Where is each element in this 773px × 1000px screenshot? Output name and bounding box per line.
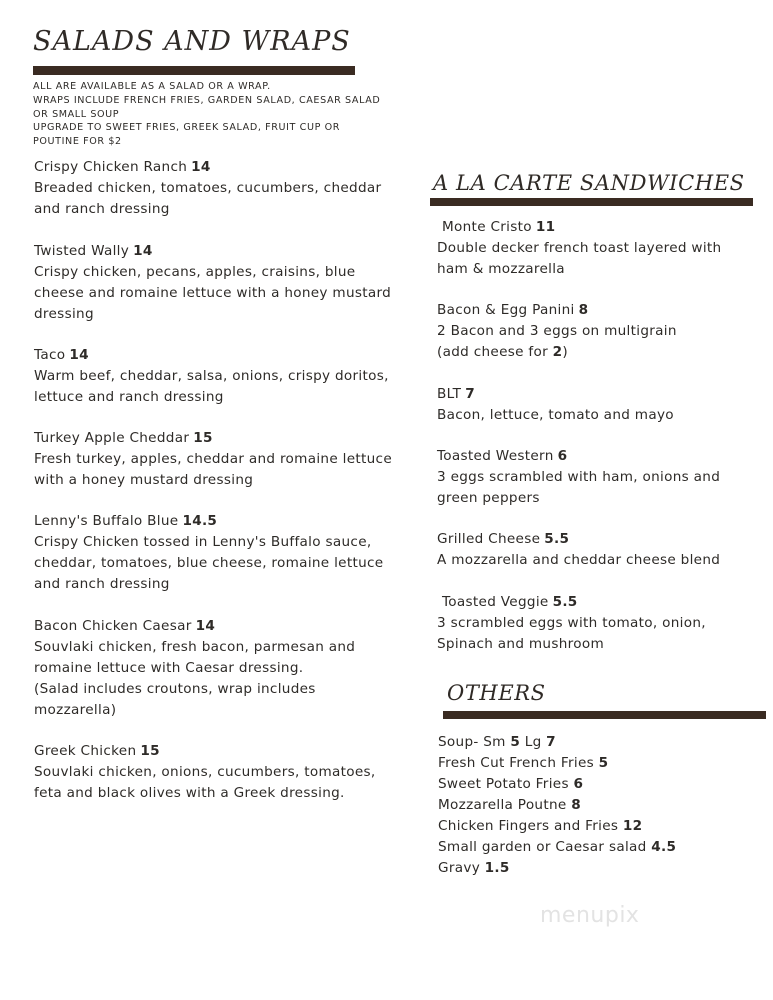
item-price: 5	[510, 734, 521, 750]
item-description: 3 scrambled eggs with tomato, onion, Spinach and mushroom	[437, 615, 706, 652]
other-item-soup	[438, 734, 556, 750]
salads-note-line: WRAPS INCLUDE FRENCH FRIES, GARDEN SALAD, CAESAR SALAD	[33, 94, 381, 106]
menu-item-monte-cristo	[437, 217, 721, 280]
item-price: 8	[578, 302, 589, 318]
menu-item-grilled-cheese	[437, 529, 720, 571]
item-description: Souvlaki chicken, onions, cucumbers, tomatoes, feta and black olives with a Greek dressing.	[34, 764, 376, 801]
item-name: Toasted Western	[437, 448, 554, 464]
item-description-text: )	[562, 344, 568, 360]
item-description	[437, 321, 677, 363]
item-price: 4.5	[651, 839, 677, 855]
others-heading-rule	[443, 711, 766, 719]
item-price: 14	[195, 618, 216, 634]
menu-item-toasted-western	[437, 446, 720, 509]
item-name: Sweet Potato Fries	[438, 776, 569, 792]
menu-item-toasted-veggie	[437, 592, 706, 655]
item-description: Breaded chicken, tomatoes, cucumbers, cheddar and ranch dressing	[34, 180, 382, 217]
sandwiches-heading-rule	[430, 198, 753, 206]
item-description: Bacon, lettuce, tomato and mayo	[437, 407, 674, 423]
item-price: 12	[622, 818, 643, 834]
salads-heading: SALADS AND WRAPS	[33, 26, 351, 57]
other-item-french-fries	[438, 755, 608, 771]
item-price: 6	[573, 776, 584, 792]
item-description-price: 2	[552, 344, 563, 360]
item-name: Grilled Cheese	[437, 531, 541, 547]
item-price: 5.5	[544, 531, 570, 547]
item-description-text: 2 Bacon and 3 eggs on multigrain (add cheese for	[437, 323, 677, 360]
item-price: 5.5	[552, 594, 578, 610]
item-name: Crispy Chicken Ranch	[34, 159, 188, 175]
item-name: Soup- Sm	[438, 734, 506, 750]
item-description: Warm beef, cheddar, salsa, onions, crispy doritos, lettuce and ranch dressing	[34, 368, 389, 405]
item-description: Crispy chicken, pecans, apples, craisins, blue cheese and romaine lettuce with a honey mustard dressing	[34, 264, 392, 322]
item-name: Turkey Apple Cheddar	[34, 430, 190, 446]
salads-note-line: POUTINE FOR $2	[33, 136, 122, 148]
item-price: 15	[193, 430, 213, 446]
item-price: 8	[571, 797, 581, 813]
menu-item-turkey-apple-cheddar	[34, 428, 392, 491]
item-description: A mozzarella and cheddar cheese blend	[437, 552, 721, 568]
other-item-gravy	[438, 860, 510, 876]
menu-item-greek-chicken	[34, 741, 376, 804]
item-price: 11	[535, 219, 556, 235]
item-description: Souvlaki chicken, fresh bacon, parmesan and romaine lettuce with Caesar dressing. (Salad includes croutons, wrap includes mozzarella)	[34, 639, 356, 718]
item-price: 14	[69, 347, 89, 363]
menu-item-bacon-chicken-caesar	[34, 616, 355, 721]
item-price: 14.5	[182, 513, 218, 529]
item-price: 5	[598, 755, 609, 771]
menu-item-bacon-egg-panini	[437, 300, 677, 363]
menu-item-taco	[34, 345, 389, 408]
item-name: Bacon Chicken Caesar	[34, 618, 192, 634]
salads-heading-rule	[33, 66, 355, 75]
other-item-chicken-fingers	[438, 818, 642, 834]
salads-notes	[33, 80, 413, 149]
others-heading: OTHERS	[447, 681, 546, 705]
menu-item-crispy-chicken-ranch	[34, 157, 381, 220]
item-name: Gravy	[438, 860, 481, 876]
item-name: Monte Cristo	[442, 219, 532, 235]
item-description: Fresh turkey, apples, cheddar and romaine lettuce with a honey mustard dressing	[34, 451, 392, 488]
menu-item-blt	[437, 384, 674, 426]
item-name: Chicken Fingers and Fries	[438, 818, 619, 834]
menu-item-lennys-buffalo-blue	[34, 511, 383, 595]
item-price: 7	[546, 734, 556, 750]
item-name: Lenny's Buffalo Blue	[34, 513, 179, 529]
item-name: Mozzarella Poutne	[438, 797, 567, 813]
item-name: BLT	[437, 386, 462, 402]
item-name: Taco	[34, 347, 66, 363]
item-price: 1.5	[484, 860, 510, 876]
other-item-mozzarella-poutine	[438, 797, 581, 813]
item-price: 15	[140, 743, 160, 759]
item-name: Bacon & Egg Panini	[437, 302, 575, 318]
item-price: 7	[465, 386, 475, 402]
other-item-sweet-potato-fries	[438, 776, 583, 792]
item-price: 14	[191, 159, 211, 175]
menupix-watermark: menupix	[540, 903, 640, 928]
item-name: Greek Chicken	[34, 743, 137, 759]
item-description: 3 eggs scrambled with ham, onions and green peppers	[437, 469, 721, 506]
salads-note-line: ALL ARE AVAILABLE AS A SALAD OR A WRAP.	[33, 81, 271, 92]
item-price: 14	[133, 243, 153, 259]
item-name: Lg	[524, 734, 542, 750]
item-description: Double decker french toast layered with ham & mozzarella	[437, 240, 722, 277]
menu-item-twisted-wally	[34, 241, 391, 325]
item-name: Toasted Veggie	[442, 594, 549, 610]
item-name: Small garden or Caesar salad	[438, 839, 647, 855]
other-item-small-salad	[438, 839, 676, 855]
salads-note-line: UPGRADE TO SWEET FRIES, GREEK SALAD, FRUIT CUP OR	[33, 122, 341, 134]
item-description: Crispy Chicken tossed in Lenny's Buffalo sauce, cheddar, tomatoes, blue cheese, romaine lettuce and ranch dressing	[34, 534, 384, 592]
item-name: Fresh Cut French Fries	[438, 755, 595, 771]
item-price: 6	[557, 448, 568, 464]
salads-note-line: OR SMALL SOUP	[33, 108, 120, 120]
item-name: Twisted Wally	[34, 243, 130, 259]
sandwiches-heading: A LA CARTE SANDWICHES	[433, 171, 745, 195]
